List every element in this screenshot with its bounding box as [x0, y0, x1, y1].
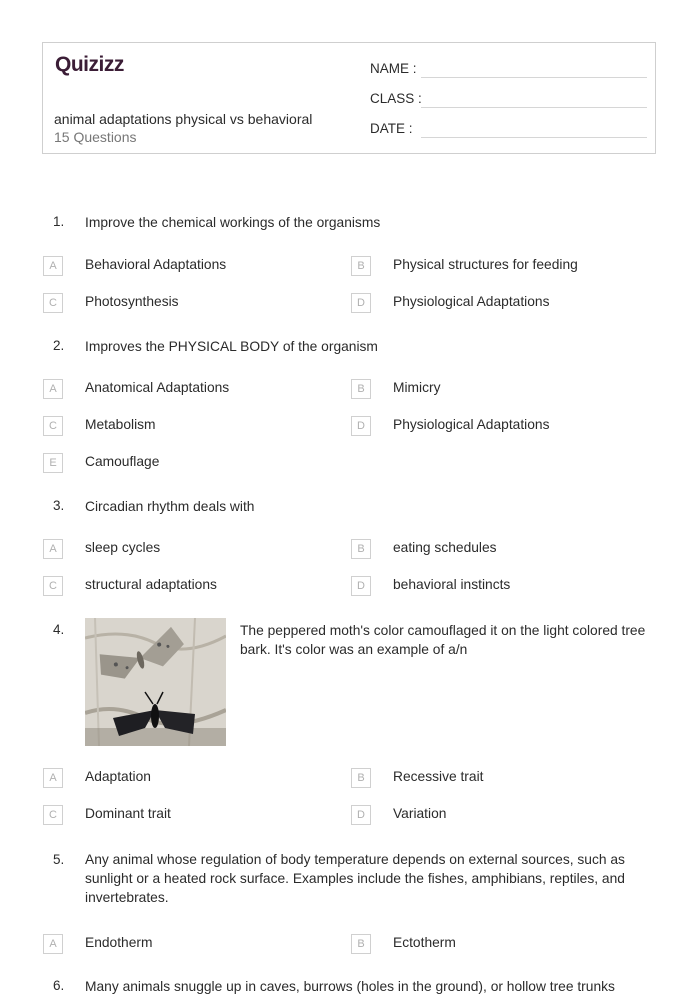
quizizz-logo: Quizizz [55, 53, 124, 76]
option-letter-box[interactable]: D [351, 805, 371, 825]
name-field [370, 61, 417, 76]
option-letter-box[interactable]: E [43, 453, 63, 473]
option-text: structural adaptations [85, 577, 217, 592]
option-text: Behavioral Adaptations [85, 257, 227, 272]
date-label: DATE : [370, 121, 413, 136]
class-line[interactable] [421, 107, 647, 108]
question-count: 15 Questions [54, 129, 137, 145]
question-number: 1. [53, 214, 65, 229]
option-text: sleep cycles [85, 540, 161, 555]
option-letter-box[interactable]: B [351, 768, 371, 788]
option-letter-box[interactable]: D [351, 576, 371, 596]
question-number: 4. [53, 622, 65, 637]
option-letter-box[interactable]: B [351, 539, 371, 559]
option-letter-box[interactable]: D [351, 293, 371, 313]
date-line[interactable] [421, 137, 647, 138]
option-text: Ectotherm [393, 935, 456, 950]
question-number: 5. [53, 852, 65, 867]
option-letter-box[interactable]: B [351, 934, 371, 954]
option-text: Photosynthesis [85, 294, 179, 309]
option-text: Anatomical Adaptations [85, 380, 230, 395]
worksheet-title: animal adaptations physical vs behavioral [54, 111, 313, 127]
question-number: 3. [53, 498, 65, 513]
option-letter-box[interactable]: B [351, 256, 371, 276]
option-letter-box[interactable]: C [43, 805, 63, 825]
peppered-moth-image [85, 618, 226, 746]
option-letter-box[interactable]: B [351, 379, 371, 399]
option-text: Endotherm [85, 935, 153, 950]
name-line[interactable] [421, 77, 647, 78]
class-field [370, 91, 422, 106]
question-text: Improves the PHYSICAL BODY of the organism [85, 339, 378, 354]
option-letter-box[interactable]: C [43, 416, 63, 436]
option-text: Metabolism [85, 417, 156, 432]
option-text: Recessive trait [393, 769, 484, 784]
option-letter-box[interactable]: C [43, 576, 63, 596]
question-number: 2. [53, 338, 65, 353]
worksheet-header [42, 42, 656, 154]
option-text: behavioral instincts [393, 577, 511, 592]
option-text: Physical structures for feeding [393, 257, 578, 272]
option-text: eating schedules [393, 540, 497, 555]
option-text: Variation [393, 806, 447, 821]
option-letter-box[interactable]: A [43, 379, 63, 399]
date-field [370, 121, 413, 136]
question-text: The peppered moth's color camouflaged it on the light colored tree bark. It's color was an example of a/n [240, 623, 646, 657]
option-letter-box[interactable]: A [43, 539, 63, 559]
option-letter-box[interactable]: A [43, 768, 63, 788]
option-text: Dominant trait [85, 806, 171, 821]
question-text: Improve the chemical workings of the organisms [85, 215, 381, 230]
question-text: Any animal whose regulation of body temperature depends on external sources, such as sunlight or a heated rock surface. Examples include the fishes, amphibians, reptiles, and invertebrates. [85, 852, 625, 905]
option-letter-box[interactable]: A [43, 934, 63, 954]
option-text: Adaptation [85, 769, 151, 784]
option-text: Physiological Adaptations [393, 294, 550, 309]
question-number: 6. [53, 978, 65, 993]
class-label: CLASS : [370, 91, 422, 106]
option-text: Mimicry [393, 380, 441, 395]
option-text: Camouflage [85, 454, 160, 469]
option-text: Physiological Adaptations [393, 417, 550, 432]
option-letter-box[interactable]: A [43, 256, 63, 276]
option-letter-box[interactable]: C [43, 293, 63, 313]
question-text: Circadian rhythm deals with [85, 499, 255, 514]
peppered-moth-illustration [85, 618, 226, 746]
option-letter-box[interactable]: D [351, 416, 371, 436]
question-text: Many animals snuggle up in caves, burrows (holes in the ground), or hollow tree trunks [85, 979, 615, 994]
name-label: NAME : [370, 61, 417, 76]
